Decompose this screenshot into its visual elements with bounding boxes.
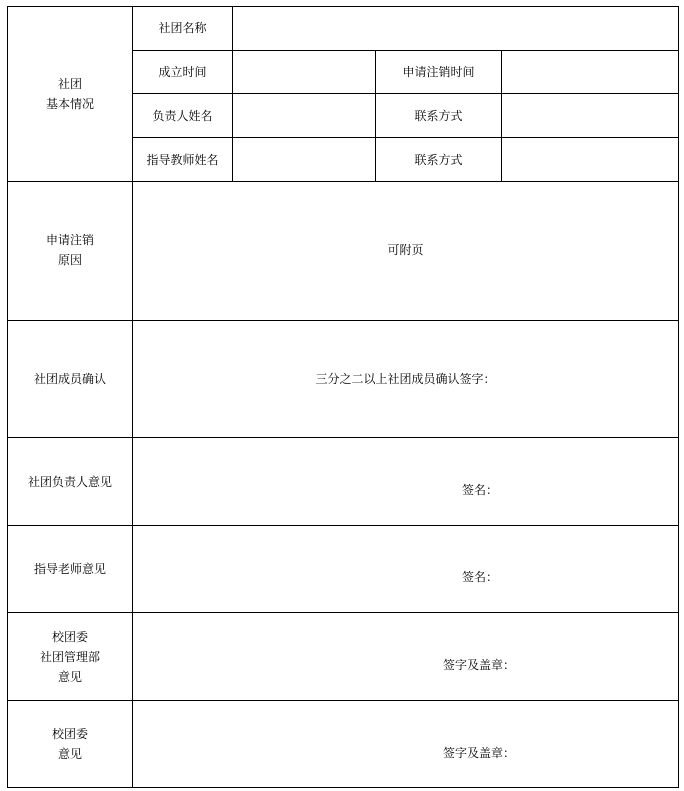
school-youth-league-label-line2: 意见 [57, 747, 82, 761]
row-leader-opinion [8, 438, 679, 526]
advisor-opinion-label: 指导老师意见 [8, 526, 133, 613]
advisor-opinion-field[interactable] [133, 526, 679, 613]
school-club-dept-label-line1: 校团委 [51, 629, 88, 644]
cancel-reason-label [8, 182, 133, 321]
advisor-contact-label: 联系方式 [376, 138, 502, 182]
founded-time-field[interactable] [233, 51, 376, 94]
advisor-contact-field[interactable] [502, 138, 679, 182]
school-club-dept-sign-label: 签字及盖章： [443, 658, 516, 672]
leader-opinion-label: 社团负责人意见 [8, 438, 133, 526]
member-confirm-label: 社团成员确认 [8, 321, 133, 438]
founded-time-label: 成立时间 [133, 51, 233, 94]
leader-contact-field[interactable] [502, 94, 679, 138]
member-confirm-instruction: 三分之二以上社团成员确认签字： [315, 372, 496, 386]
school-youth-league-label [8, 701, 133, 788]
club-cancellation-form [7, 6, 679, 788]
row-school-club-dept-opinion [8, 613, 679, 701]
basic-info-section-label [8, 7, 133, 182]
advisor-sign-label: 签名： [462, 570, 499, 584]
school-youth-league-label-line1: 校团委 [51, 727, 88, 741]
basic-info-label-line1: 社团 [57, 77, 82, 91]
school-youth-league-field[interactable] [133, 701, 679, 788]
attach-page-note: 可附页 [387, 243, 424, 257]
row-school-youth-league-opinion [8, 701, 679, 788]
school-club-dept-label [8, 613, 133, 701]
member-confirm-field[interactable] [133, 321, 679, 438]
leader-sign-label: 签名： [462, 483, 499, 497]
leader-name-field[interactable] [233, 94, 376, 138]
cancel-reason-label-line1: 申请注销 [45, 233, 94, 247]
row-member-confirm [8, 321, 679, 438]
advisor-name-label: 指导教师姓名 [133, 138, 233, 182]
club-name-label: 社团名称 [133, 7, 233, 51]
apply-cancel-time-field[interactable] [502, 51, 679, 94]
row-club-name [8, 7, 679, 51]
school-club-dept-label-line2: 社团管理部 [39, 649, 100, 664]
cancel-reason-field[interactable] [133, 182, 679, 321]
advisor-name-field[interactable] [233, 138, 376, 182]
school-club-dept-label-line3: 意见 [57, 669, 82, 684]
leader-name-label: 负责人姓名 [133, 94, 233, 138]
leader-contact-label: 联系方式 [376, 94, 502, 138]
leader-opinion-field[interactable] [133, 438, 679, 526]
basic-info-label-line2: 基本情况 [45, 97, 94, 111]
apply-cancel-time-label: 申请注销时间 [376, 51, 502, 94]
row-cancel-reason [8, 182, 679, 321]
club-name-field[interactable] [233, 7, 679, 51]
row-advisor-opinion [8, 526, 679, 613]
cancel-reason-label-line2: 原因 [57, 253, 82, 267]
school-youth-league-sign-label: 签字及盖章： [443, 746, 516, 760]
school-club-dept-field[interactable] [133, 613, 679, 701]
